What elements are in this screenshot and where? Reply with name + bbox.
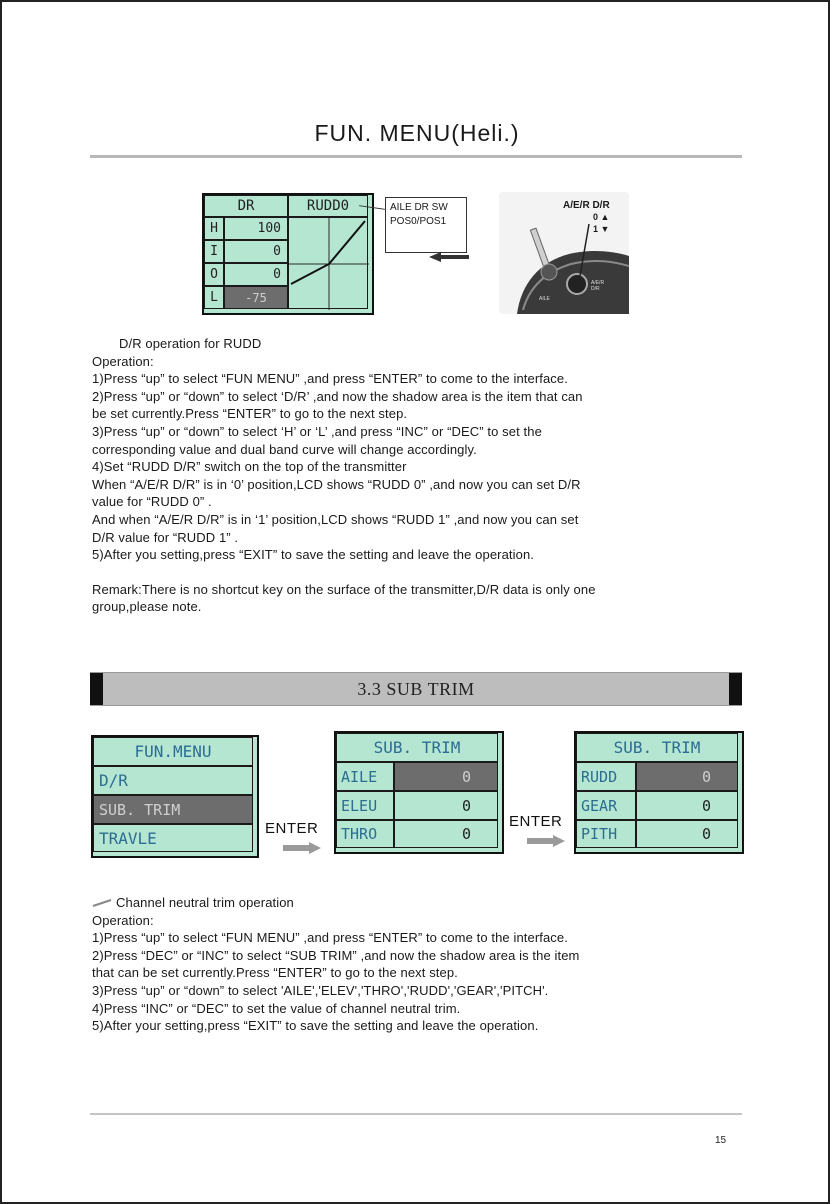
dr-line: 5)After you setting,press “EXIT” to save the setting and leave the operation. (92, 547, 534, 563)
aile-small-label: AILE (539, 296, 550, 302)
sub-trim-lcd-screen-1 (334, 731, 504, 854)
dr-row-value: 100 (224, 217, 288, 240)
left-arrow-icon (429, 252, 469, 262)
dr-line: corresponding value and dual band curve will change accordingly. (92, 441, 477, 457)
sub-trim-header: SUB. TRIM (576, 733, 738, 762)
enter-label: ENTER (509, 813, 563, 830)
dr-line: 4)Set “RUDD D/R” switch on the top of the transmitter (92, 459, 407, 475)
menu-item-dr: D/R (93, 766, 253, 795)
channel-name: ELEU (336, 791, 394, 820)
channel-value: 0 (636, 820, 738, 848)
switch-callout (385, 197, 467, 253)
section-header-sub-trim (90, 672, 742, 706)
page-title: FUN. MENU(Heli.) (314, 120, 520, 146)
dr-row-value: 0 (224, 240, 288, 263)
subtrim-heading-row (92, 894, 579, 912)
sub-trim-lcd-screen-2 (574, 731, 744, 854)
dr-curve-area (288, 217, 368, 309)
channel-name: RUDD (576, 762, 636, 791)
fun-menu-lcd-screen (91, 735, 259, 858)
dr-row-value-selected: -75 (224, 286, 288, 309)
subtrim-line: 5)After your setting,press “EXIT” to save the setting and leave the operation. (92, 1018, 539, 1034)
callout-line-1: AILE DR SW (390, 202, 448, 213)
dr-row-letter: I (204, 240, 224, 263)
section-title: 3.3 SUB TRIM (357, 679, 475, 699)
dr-line: be set currently.Press “ENTER” to go to the next step. (92, 406, 408, 422)
subtrim-line: Operation: (92, 912, 154, 928)
channel-value: 0 (636, 791, 738, 820)
dr-curve (289, 218, 369, 310)
enter-label: ENTER (265, 820, 319, 837)
switch-pos0-label: 0 ▲ (593, 212, 610, 222)
aer-small-label: A/E/R D/R (591, 280, 605, 292)
subtrim-line: that can be set currently.Press “ENTER” to go to the next step. (92, 965, 458, 981)
dr-line: 1)Press “up” to select “FUN MENU” ,and press “ENTER” to come to the interface. (92, 371, 568, 387)
dr-lcd-screen (202, 193, 374, 315)
channel-value-selected: 0 (394, 762, 498, 791)
subtrim-line: 2)Press “DEC” or “INC” to select “SUB TRIM” ,and now the shadow area is the item (92, 947, 580, 963)
remark-line: Remark:There is no shortcut key on the surface of the transmitter,D/R data is only one (92, 581, 596, 597)
fun-menu-header: FUN.MENU (93, 737, 253, 766)
transmitter-switch-photo (499, 192, 629, 314)
sub-trim-header: SUB. TRIM (336, 733, 498, 762)
subtrim-heading: Channel neutral trim operation (116, 895, 294, 910)
subtrim-line: 3)Press “up” or “down” to select 'AILE','ELEV','THRO','RUDD','GEAR','PITCH'. (92, 982, 549, 998)
dr-header-channel: RUDD0 (288, 195, 368, 217)
dr-row-letter: H (204, 217, 224, 240)
menu-item-travle: TRAVLE (93, 824, 253, 852)
channel-name: GEAR (576, 791, 636, 820)
dr-line: When “A/E/R D/R” is in ‘0’ position,LCD shows “RUDD 0” ,and now you can set D/R (92, 476, 581, 492)
switch-pos1-label: 1 ▼ (593, 224, 610, 234)
dr-heading: D/R operation for RUDD (119, 336, 262, 351)
dr-header-label: DR (204, 195, 288, 217)
subtrim-line: 4)Press “INC” or “DEC” to set the value of channel neutral trim. (92, 1000, 461, 1016)
dr-line: D/R value for “RUDD 1” . (92, 529, 239, 545)
dr-line: And when “A/E/R D/R” is in ‘1’ position,LCD shows “RUDD 1” ,and now you can set (92, 511, 579, 527)
spacer (92, 564, 596, 581)
dr-row-value: 0 (224, 263, 288, 286)
pencil-icon (92, 898, 112, 908)
channel-name: AILE (336, 762, 394, 791)
menu-item-sub-trim-selected: SUB. TRIM (93, 795, 253, 824)
right-arrow-icon (283, 842, 321, 854)
dr-text-block (92, 335, 596, 616)
callout-line-2: POS0/POS1 (390, 216, 447, 227)
dr-line: 2)Press “up” or “down” to select ‘D/R’ ,and now the shadow area is the item that can (92, 388, 583, 404)
dr-line: Operation: (92, 353, 154, 369)
dr-row-letter: L (204, 286, 224, 309)
subtrim-line: 1)Press “up” to select “FUN MENU” ,and press “ENTER” to come to the interface. (92, 930, 568, 946)
channel-value-selected: 0 (636, 762, 738, 791)
channel-value: 0 (394, 791, 498, 820)
remark-line: group,please note. (92, 599, 202, 615)
page-number: 15 (715, 1135, 727, 1146)
dr-line: value for “RUDD 0” . (92, 494, 212, 510)
footer-rule (90, 1113, 742, 1115)
channel-name: THRO (336, 820, 394, 848)
switch-label: A/E/R D/R (563, 200, 610, 211)
channel-name: PITH (576, 820, 636, 848)
right-arrow-icon (527, 835, 565, 847)
channel-value: 0 (394, 820, 498, 848)
dr-line: 3)Press “up” or “down” to select ‘H’ or ‘L’ ,and press “INC” or “DEC” to set the (92, 423, 542, 439)
dr-row-letter: O (204, 263, 224, 286)
section-bar-cap (729, 673, 742, 705)
title-rule (90, 155, 742, 158)
subtrim-text-block (92, 894, 579, 1035)
